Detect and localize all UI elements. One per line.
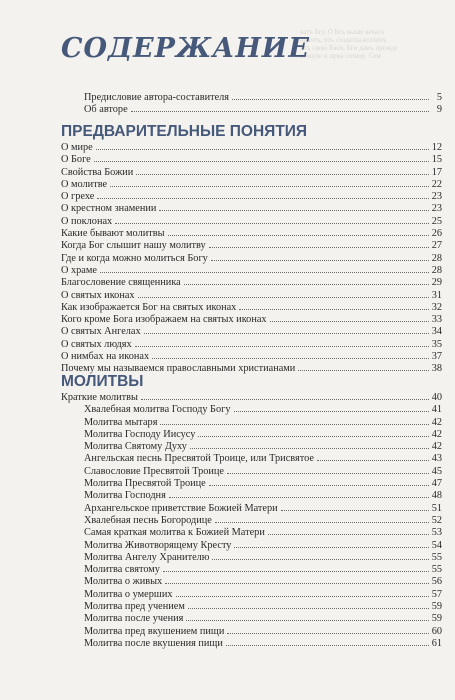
toc-entry[interactable] [61, 404, 442, 416]
toc-entry[interactable] [61, 240, 442, 252]
toc-entry-page: 45 [431, 465, 442, 477]
toc-entry-title: Хвалебная песнь Богородице [84, 514, 212, 526]
dot-leader [159, 210, 428, 211]
toc-entry[interactable] [61, 626, 442, 638]
toc-entry-page: 55 [431, 564, 442, 576]
toc-entry[interactable] [61, 515, 442, 527]
toc-entry-page: 42 [431, 441, 442, 453]
dot-leader [190, 448, 429, 449]
toc-entry[interactable] [61, 503, 442, 515]
toc-entry-title: Молитва о умерших [84, 588, 173, 600]
toc-entry-page: 9 [436, 104, 442, 116]
toc-entry-page: 57 [431, 588, 442, 600]
toc-entry-page: 54 [431, 539, 442, 551]
toc-entry-title: О святых иконах [61, 289, 135, 301]
toc-entry-page: 42 [431, 416, 442, 428]
dot-leader [270, 321, 429, 322]
toc-entry-title: О нимбах на иконах [61, 351, 150, 363]
toc-entry-title: О крестном знамении [61, 203, 157, 215]
toc-entry-page: 35 [431, 338, 442, 350]
toc-entry[interactable] [61, 228, 442, 240]
toc-entry-title: Архангельское приветствие Божией Матери [84, 502, 278, 514]
dot-leader [184, 284, 429, 285]
toc-entry-title: Молитва после учения [84, 613, 184, 625]
toc-entry[interactable] [61, 540, 442, 552]
dot-leader [131, 111, 429, 112]
dot-leader [176, 596, 429, 597]
dot-leader [209, 485, 429, 486]
toc-entry[interactable] [61, 564, 442, 576]
toc-entry[interactable] [61, 167, 442, 179]
toc-entry-page: 31 [431, 289, 442, 301]
toc-entry[interactable] [61, 417, 442, 429]
toc-entry-title: Самая краткая молитва к Божией Матери [84, 527, 265, 539]
dot-leader [226, 645, 429, 646]
dot-leader [232, 99, 429, 100]
dot-leader [100, 272, 429, 273]
toc-entry-page: 59 [431, 601, 442, 613]
toc-entry[interactable] [61, 104, 442, 116]
toc-entry-title: Молитва Пресвятой Троице [84, 478, 206, 490]
toc-entry[interactable] [61, 92, 442, 104]
dot-leader [97, 198, 428, 199]
toc-entry[interactable] [61, 466, 442, 478]
toc-entry[interactable] [61, 154, 442, 166]
toc-entry-page: 34 [431, 326, 442, 338]
toc-entry[interactable] [61, 429, 442, 441]
toc-entry-title: Где и когда можно молиться Богу [61, 252, 208, 264]
toc-entry[interactable] [61, 392, 442, 404]
toc-entry[interactable] [61, 253, 442, 265]
ghost-line: неоѳтъ, отъ создатла вселенъ [300, 36, 387, 44]
dot-leader [110, 186, 429, 187]
dot-leader [227, 473, 429, 474]
section-prayers [61, 372, 442, 650]
toc-entry[interactable] [61, 290, 442, 302]
ghost-line: вечную и приа сотвор. Сем [300, 52, 381, 60]
toc-entry-page: 15 [431, 154, 442, 166]
toc-entry[interactable] [61, 191, 442, 203]
toc-entry-page: 42 [431, 428, 442, 440]
toc-entry[interactable] [61, 601, 442, 613]
toc-entry-page: 53 [431, 527, 442, 539]
toc-entry-title: Молитва о живых [84, 576, 163, 588]
dot-leader [234, 547, 428, 548]
dot-leader [227, 633, 428, 634]
toc-entry[interactable] [61, 490, 442, 502]
toc-entry-title: Предисловие автора-составителя [84, 92, 230, 103]
toc-entry-page: 28 [431, 264, 442, 276]
toc-entry-title: О святых людях [61, 338, 132, 350]
toc-entry-title: Когда Бог слышит нашу молитву [61, 240, 206, 252]
toc-entry[interactable] [61, 441, 442, 453]
toc-entry[interactable] [61, 552, 442, 564]
toc-entry-page: 32 [431, 301, 442, 313]
toc-entry[interactable] [61, 203, 442, 215]
toc-entry-page: 51 [431, 502, 442, 514]
toc-entry-page: 27 [431, 240, 442, 252]
toc-entry-page: 12 [431, 142, 442, 153]
dot-leader [136, 174, 429, 175]
dot-leader [215, 522, 429, 523]
dot-leader [239, 309, 428, 310]
toc-entry-page: 29 [431, 277, 442, 289]
section-entries [61, 392, 442, 650]
toc-entry-page: 23 [431, 203, 442, 215]
toc-entry-page: 26 [431, 228, 442, 240]
toc-entry-title: О мире [61, 142, 93, 153]
toc-entry[interactable] [61, 179, 442, 191]
toc-entry-title: Какие бывают молитвы [61, 228, 165, 240]
toc-entry[interactable] [61, 351, 442, 363]
toc-entry[interactable] [61, 302, 442, 314]
toc-entry-title: Краткие молитвы [61, 392, 138, 403]
toc-entry[interactable] [61, 527, 442, 539]
toc-entry[interactable] [61, 277, 442, 289]
toc-entry-title: Молитва святому [84, 564, 160, 576]
toc-entry-title: О поклонах [61, 215, 113, 227]
toc-entry[interactable] [61, 478, 442, 490]
toc-entry-page: 47 [431, 478, 442, 490]
toc-entry-page: 33 [431, 314, 442, 326]
toc-entry-page: 55 [431, 551, 442, 563]
toc-entry-page: 56 [431, 576, 442, 588]
toc-entry-page: 48 [431, 490, 442, 502]
ghost-line: Бгъ свою Бжія, Бги дамъ прежде [300, 44, 398, 52]
toc-entry-page: 25 [431, 215, 442, 227]
toc-entry[interactable] [61, 314, 442, 326]
toc-entry-page: 37 [431, 351, 442, 363]
toc-entry-page: 52 [431, 514, 442, 526]
toc-entry-page: 17 [431, 166, 442, 178]
toc-entry[interactable] [61, 142, 442, 154]
toc-entry[interactable] [61, 589, 442, 601]
toc-entry-title: Как изображается Бог на святых иконах [61, 301, 237, 313]
toc-entry-page: 60 [431, 625, 442, 637]
toc-entry-title: Ангельская песнь Пресвятой Троице, или Трисвятое [84, 453, 314, 465]
toc-entry-title: О святых Ангелах [61, 326, 141, 338]
dot-leader [268, 534, 429, 535]
dot-leader [160, 424, 428, 425]
dot-leader [169, 497, 429, 498]
toc-entry-page: 43 [431, 453, 442, 465]
toc-entry-title: О Боге [61, 154, 91, 166]
bleed-through-text [300, 28, 450, 60]
toc-entry-page: 22 [431, 178, 442, 190]
dot-leader [141, 399, 429, 400]
toc-entry-title: Молитва Господня [84, 490, 166, 502]
toc-entry-title: О грехе [61, 191, 95, 203]
toc-entry-title: О молитве [61, 178, 108, 190]
toc-entry-title: О храме [61, 264, 97, 276]
toc-entry-title: Молитва пред вкушением пищи [84, 625, 225, 637]
toc-entry-title: Об авторе [84, 104, 128, 116]
toc-entry[interactable] [61, 576, 442, 588]
page-title: СОДЕРЖАНИЕ [61, 33, 310, 64]
dot-leader [138, 297, 429, 298]
section-entries [61, 142, 442, 376]
toc-entry-title: Благословение священника [61, 277, 181, 289]
dot-leader [94, 161, 429, 162]
dot-leader [317, 460, 429, 461]
toc-entry-title: Молитва после вкушения пищи [84, 637, 223, 649]
toc-entry[interactable] [61, 638, 442, 650]
dot-leader [96, 149, 429, 150]
toc-entry-page: 23 [431, 191, 442, 203]
dot-leader [168, 235, 429, 236]
toc-entry-title: Молитва пред учением [84, 601, 185, 613]
dot-leader [135, 346, 429, 347]
ghost-line: ватъ Бгу. О Бгъ выше вечаго [300, 28, 385, 36]
dot-leader [186, 620, 428, 621]
toc-entry-title: Молитва Святому Духу [84, 441, 187, 453]
dot-leader [188, 608, 429, 609]
dot-leader [281, 510, 429, 511]
toc-entry-title: Славословие Пресвятой Троице [84, 465, 224, 477]
toc-entry-title: Молитва Животворящему Кресту [84, 539, 232, 551]
toc-entry-title: Молитва Господу Иисусу [84, 428, 196, 440]
dot-leader [165, 583, 428, 584]
dot-leader [234, 411, 429, 412]
toc-entry-title: Молитва мытаря [84, 416, 158, 428]
toc-entry-title: Свойства Божии [61, 166, 134, 178]
toc-entry-title: Молитва Ангелу Хранителю [84, 551, 210, 563]
dot-leader [152, 358, 429, 359]
dot-leader [115, 223, 429, 224]
dot-leader [212, 559, 428, 560]
toc-entry[interactable] [61, 613, 442, 625]
toc-entry-title: Хвалебная молитва Господу Богу [84, 404, 231, 416]
toc-entry-page: 59 [431, 613, 442, 625]
toc-entry-page: 40 [431, 392, 442, 403]
toc-entry-page: 41 [431, 404, 442, 416]
toc-entry-page: 38 [431, 363, 442, 375]
toc-entry[interactable] [61, 453, 442, 465]
dot-leader [144, 333, 429, 334]
toc-entry[interactable] [61, 326, 442, 338]
toc-entry-page: 5 [436, 92, 442, 103]
section-heading: МОЛИТВЫ [61, 373, 144, 390]
toc-entry[interactable] [61, 339, 442, 351]
dot-leader [209, 247, 429, 248]
toc-entry[interactable] [61, 216, 442, 228]
dot-leader [211, 260, 429, 261]
toc-entry-page: 61 [431, 637, 442, 649]
toc-entry[interactable] [61, 265, 442, 277]
section-preliminary [61, 122, 442, 376]
toc-entry-title: Почему мы называемся православными христианами [61, 363, 296, 375]
intro-list [61, 92, 442, 117]
dot-leader [163, 571, 429, 572]
dot-leader [198, 436, 428, 437]
toc-entry-page: 28 [431, 252, 442, 264]
section-heading: ПРЕДВАРИТЕЛЬНЫЕ ПОНЯТИЯ [61, 123, 308, 140]
toc-entry-title: Кого кроме Бога изображаем на святых иконах [61, 314, 267, 326]
